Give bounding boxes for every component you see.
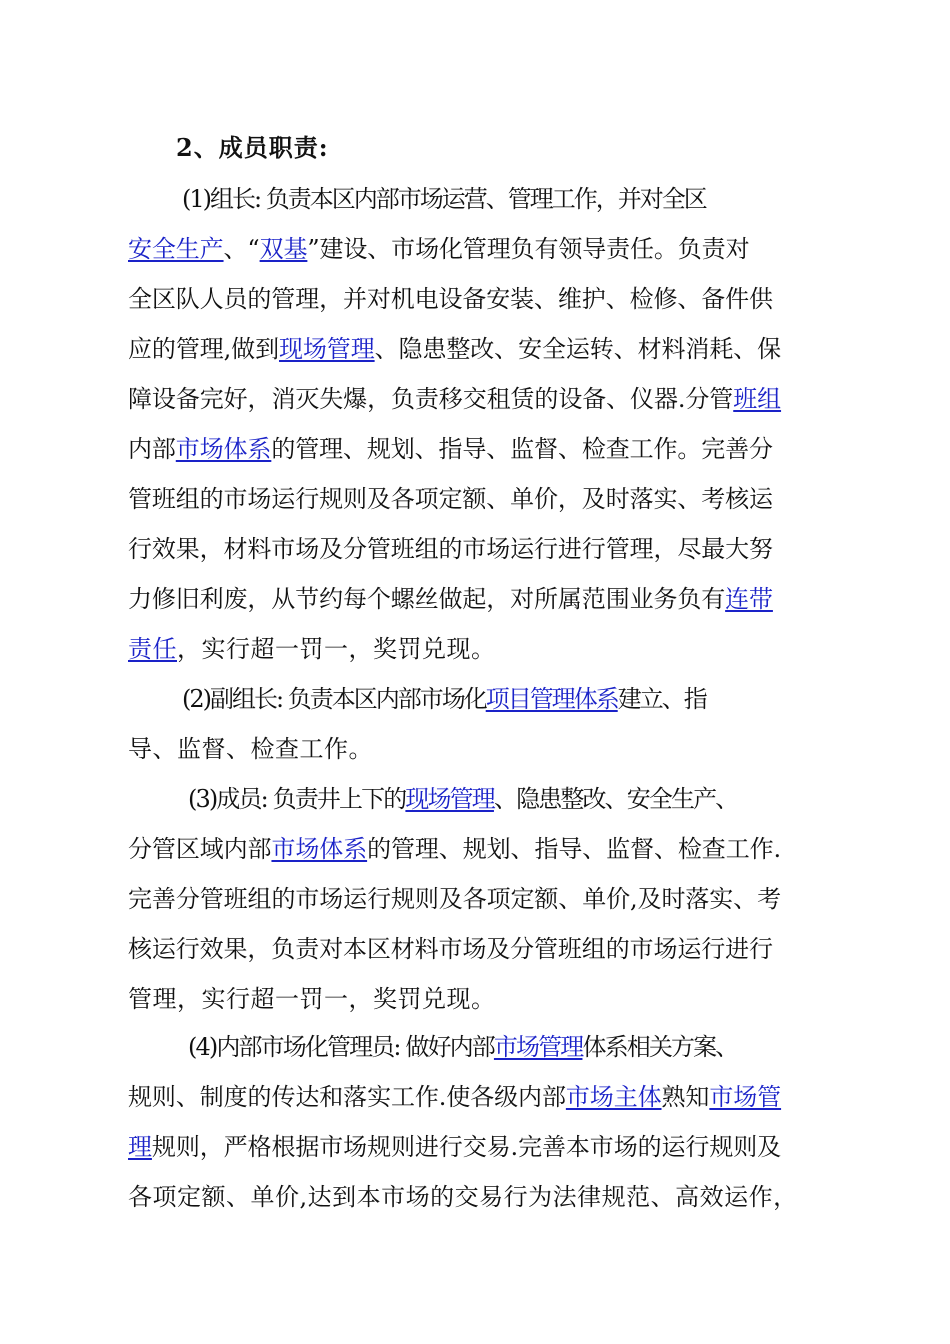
hyperlink[interactable]: 理 [128, 1133, 152, 1161]
text-line [128, 884, 848, 914]
text-run: 的管理、规划、指导、监督、检查工作。完善分 [271, 435, 773, 463]
text-line [128, 934, 848, 964]
text-run: (4)内部市场化管理员: 做好内部 [188, 1033, 494, 1061]
text-run: (1)组长: 负责本区内部市场运营、管理工作，并对全区 [182, 185, 706, 213]
hyperlink[interactable]: 安全生产 [128, 235, 224, 263]
text-line [128, 1182, 848, 1212]
text-line [188, 1032, 908, 1062]
hyperlink[interactable]: 项目管理体系 [485, 685, 618, 713]
text-run: 、隐患整改、安全运转、材料消耗、保 [374, 335, 782, 363]
text-run: 管班组的市场运行规则及各项定额、单价，及时落实、考核运 [128, 485, 773, 513]
hyperlink[interactable]: 双基 [259, 235, 308, 263]
text-run: 应的管理,做到 [128, 335, 279, 363]
text-run: 核运行效果，负责对本区材料市场及分管班组的市场运行进行 [128, 935, 773, 963]
text-run: 完善分管班组的市场运行规则及各项定额、单价,及时落实、考 [128, 885, 782, 913]
text-run: 障设备完好，消灭失爆，负责移交租赁的设备、仪器.分管 [128, 385, 734, 413]
text-run: 熟知 [661, 1083, 710, 1111]
hyperlink[interactable]: 班组 [733, 385, 782, 413]
text-run: 分管区域内部 [128, 835, 272, 863]
hyperlink[interactable]: 市场主体 [565, 1083, 662, 1111]
text-line [128, 284, 848, 314]
hyperlink[interactable]: 现场管理 [405, 785, 494, 813]
text-run: ，实行超一罚一，奖罚兑现。 [177, 635, 496, 663]
text-line [128, 1082, 848, 1112]
text-run: 规则、制度的传达和落实工作.使各级内部 [128, 1083, 566, 1111]
section-heading: 2、成员职责: [176, 133, 329, 162]
text-line [128, 734, 848, 764]
hyperlink[interactable]: 市场体系 [271, 835, 368, 863]
text-line [128, 434, 848, 464]
hyperlink[interactable]: 市场管理 [493, 1033, 583, 1061]
hyperlink[interactable]: 责任 [128, 635, 177, 663]
text-line [182, 184, 902, 214]
text-run: 、“ [223, 235, 260, 263]
text-run: 管理，实行超一罚一，奖罚兑现。 [128, 985, 496, 1013]
text-line [182, 684, 902, 714]
text-line [128, 834, 848, 864]
text-run: 各项定额、单价,达到本市场的交易行为法律规范、高效运作， [128, 1183, 798, 1211]
text-run: 体系相关方案、 [582, 1033, 738, 1061]
text-line [188, 784, 908, 814]
text-line [128, 234, 848, 264]
text-line [128, 534, 848, 564]
text-run: 的管理、规划、指导、监督、检查工作. [367, 835, 782, 863]
text-run: 建立、指 [617, 685, 706, 713]
text-line [128, 334, 848, 364]
hyperlink[interactable]: 连带 [725, 585, 773, 613]
text-line [128, 584, 848, 614]
text-run: ”建设、市场化管理负有领导责任。负责对 [307, 235, 750, 263]
hyperlink[interactable]: 市场体系 [175, 435, 272, 463]
text-line [128, 1132, 848, 1162]
text-line [128, 634, 848, 664]
text-run: 内部 [128, 435, 176, 463]
text-line [128, 984, 848, 1014]
text-run: (2)副组长: 负责本区内部市场化 [182, 685, 486, 713]
text-run: 行效果，材料市场及分管班组的市场运行进行管理，尽最大努 [128, 535, 773, 563]
text-run: 规则，严格根据市场规则进行交易.完善本市场的运行规则及 [151, 1133, 782, 1161]
text-run: 力修旧利废，从节约每个螺丝做起，对所属范围业务负有 [128, 585, 726, 613]
text-run: 全区队人员的管理，并对机电设备安装、维护、检修、备件供 [128, 285, 773, 313]
text-line [128, 484, 848, 514]
text-run: (3)成员: 负责井上下的 [188, 785, 406, 813]
hyperlink[interactable]: 现场管理 [278, 335, 375, 363]
text-run: 导、监督、检查工作。 [128, 735, 373, 763]
hyperlink[interactable]: 市场管 [709, 1083, 782, 1111]
text-line [128, 384, 848, 414]
text-run: 、隐患整改、安全生产、 [493, 785, 738, 813]
